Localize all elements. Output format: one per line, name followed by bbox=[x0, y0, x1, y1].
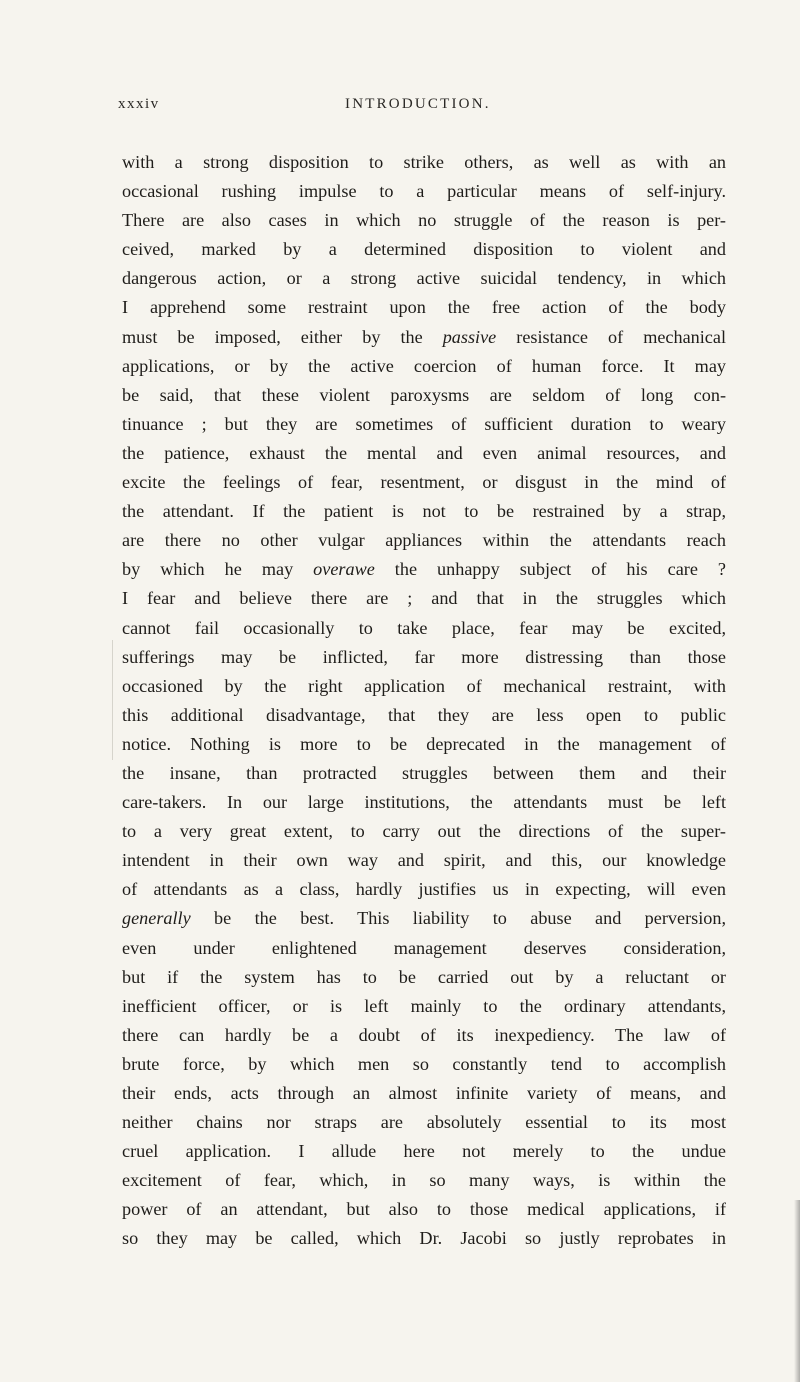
text-line: this additional disadvantage, that they are less open to public bbox=[122, 704, 726, 725]
text-line: power of an attendant, but also to those medical applications, if bbox=[122, 1199, 726, 1220]
text-line: of attendants as a class, hardly justifies us in expecting, will even bbox=[122, 879, 726, 900]
text-line: their ends, acts through an almost infinite variety of means, and bbox=[122, 1083, 726, 1103]
body-text bbox=[122, 148, 726, 1254]
text-line: dangerous action, or a strong active suicidal tendency, in which bbox=[122, 268, 726, 289]
text-line: I fear and believe there are ; and that in the struggles which bbox=[122, 588, 726, 609]
italic-word: passive bbox=[442, 326, 497, 347]
page-header bbox=[118, 96, 718, 126]
running-head: INTRODUCTION. bbox=[345, 96, 491, 112]
text-segment: resistance of mechanical bbox=[496, 326, 726, 347]
page-number: xxxiv bbox=[118, 96, 160, 112]
text-segment: must be imposed, either by the bbox=[122, 326, 443, 347]
text-line: are there no other vulgar appliances within the attendants reach bbox=[122, 530, 726, 551]
text-line: the attendant. If the patient is not to be restrained by a strap, bbox=[122, 501, 726, 522]
text-line: applications, or by the active coercion of human force. It may bbox=[122, 355, 726, 376]
text-line: cannot fail occasionally to take place, fear may be excited, bbox=[122, 617, 726, 638]
italic-word: generally bbox=[122, 908, 191, 929]
text-line: brute force, by which men so constantly tend to accomplish bbox=[122, 1053, 726, 1074]
text-line: be said, that these violent paroxysms are seldom of long con- bbox=[122, 384, 726, 405]
text-line: ceived, marked by a determined disposition to violent and bbox=[122, 239, 726, 260]
page-fold-mark bbox=[112, 640, 119, 760]
text-line: occasioned by the right application of mechanical restraint, with bbox=[122, 675, 726, 696]
text-line: excite the feelings of fear, resentment, or disgust in the mind of bbox=[122, 472, 726, 493]
text-line: excitement of fear, which, in so many ways, is within the bbox=[122, 1170, 726, 1191]
text-line bbox=[122, 555, 726, 584]
text-line: notice. Nothing is more to be deprecated in the management of bbox=[122, 733, 726, 754]
text-line: even under enlightened management deserves consideration, bbox=[122, 937, 726, 958]
text-line: neither chains nor straps are absolutely essential to its most bbox=[122, 1112, 726, 1133]
text-line: There are also cases in which no struggle of the reason is per- bbox=[122, 210, 726, 231]
text-line bbox=[122, 904, 726, 933]
italic-word: overawe bbox=[313, 559, 375, 580]
text-line: with a strong disposition to strike others, as well as with an bbox=[122, 152, 726, 172]
text-line: care-takers. In our large institutions, the attendants must be left bbox=[122, 792, 726, 813]
text-line: inefficient officer, or is left mainly to the ordinary attendants, bbox=[122, 995, 726, 1016]
text-line: so they may be called, which Dr. Jacobi so justly reprobates in bbox=[122, 1228, 726, 1249]
text-segment: by which he may bbox=[122, 559, 314, 580]
text-line: sufferings may be inflicted, far more distressing than those bbox=[122, 646, 726, 667]
page-edge-shadow bbox=[794, 1200, 800, 1382]
text-line: tinuance ; but they are sometimes of sufficient duration to weary bbox=[122, 413, 726, 434]
text-line: cruel application. I allude here not merely to the undue bbox=[122, 1141, 726, 1162]
text-line: the patience, exhaust the mental and even animal resources, and bbox=[122, 442, 726, 463]
text-segment: be the best. This liability to abuse and perversion, bbox=[190, 908, 726, 929]
text-line: intendent in their own way and spirit, and this, our knowledge bbox=[122, 850, 726, 871]
text-line: occasional rushing impulse to a particular means of self-injury. bbox=[122, 181, 726, 202]
text-line: but if the system has to be carried out by a reluctant or bbox=[122, 966, 726, 987]
text-line: the insane, than protracted struggles between them and their bbox=[122, 762, 726, 783]
text-line: to a very great extent, to carry out the directions of the super- bbox=[122, 821, 726, 842]
text-segment: the unhappy subject of his care ? bbox=[374, 559, 726, 580]
text-line: I apprehend some restraint upon the free action of the body bbox=[122, 297, 726, 318]
text-line bbox=[122, 323, 726, 352]
text-line: there can hardly be a doubt of its inexpediency. The law of bbox=[122, 1024, 726, 1045]
